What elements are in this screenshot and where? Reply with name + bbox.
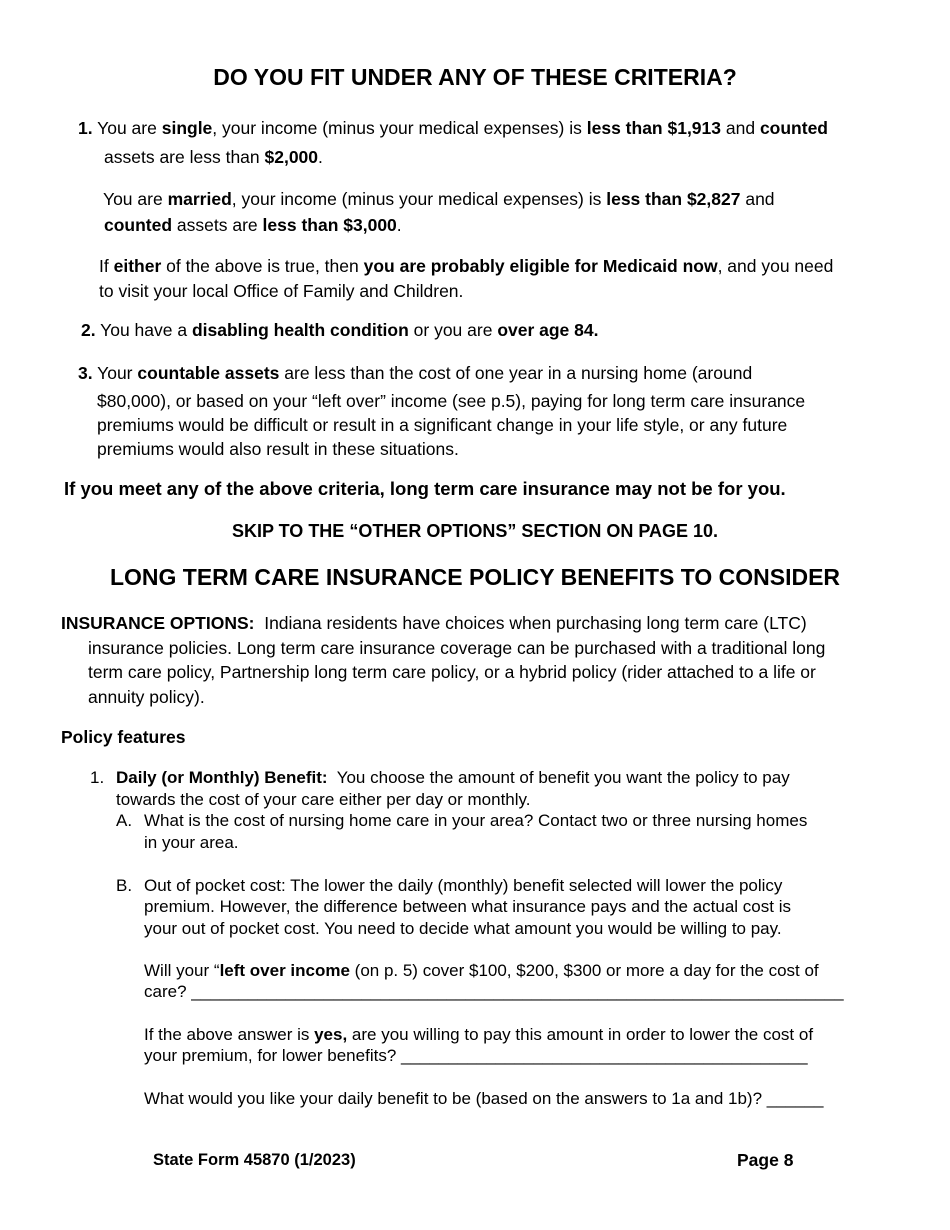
question-left-over-income-line1 bbox=[144, 960, 819, 982]
feature-1-number: 1. bbox=[90, 768, 105, 787]
text-bold: over age 84. bbox=[497, 320, 599, 340]
benefits-heading: LONG TERM CARE INSURANCE POLICY BENEFITS TO CONSIDER bbox=[109, 564, 841, 590]
text-bold: yes, bbox=[314, 1025, 348, 1044]
insurance-options-line3: term care policy, Partnership long term care policy, or a hybrid policy (rider attached to a life or bbox=[88, 662, 816, 682]
item-number: 2. bbox=[81, 320, 96, 340]
text: , your income (minus your medical expenses) is bbox=[212, 118, 587, 138]
criteria-item-3-line3: premiums would be difficult or result in a significant change in your life style, or any future bbox=[97, 415, 788, 435]
text-bold: single bbox=[161, 118, 213, 138]
text: You choose the amount of benefit you want the policy to pay bbox=[327, 768, 790, 787]
text: (on p. 5) cover $100, $200, $300 or more a day for the cost of bbox=[349, 961, 819, 980]
sub-b-line2: premium. However, the difference between what insurance pays and the actual cost is bbox=[144, 897, 791, 916]
text: . bbox=[318, 147, 323, 167]
insurance-options-line1 bbox=[61, 611, 807, 636]
sub-a-letter: A. bbox=[116, 811, 133, 830]
sub-b-line3: your out of pocket cost. You need to decide what amount you would be willing to pay. bbox=[144, 919, 782, 938]
insurance-options-line4: annuity policy). bbox=[88, 687, 205, 707]
text-bold: disabling health condition bbox=[191, 320, 409, 340]
criteria-either-line1 bbox=[99, 254, 833, 279]
meet-criteria-statement: If you meet any of the above criteria, long term care insurance may not be for you. bbox=[64, 478, 786, 499]
policy-features-heading: Policy features bbox=[61, 727, 186, 747]
criteria-heading: DO YOU FIT UNDER ANY OF THESE CRITERIA? bbox=[213, 64, 737, 90]
text: assets are bbox=[172, 215, 263, 235]
item-number: 3. bbox=[78, 363, 93, 383]
text: You are bbox=[103, 189, 168, 209]
question-willing-to-pay-line1 bbox=[144, 1024, 813, 1046]
text-bold: countable assets bbox=[137, 363, 280, 383]
text-bold: you are probably eligible for Medicaid now bbox=[363, 256, 718, 276]
text-bold: either bbox=[113, 256, 162, 276]
insurance-options-line2: insurance policies. Long term care insurance coverage can be purchased with a traditional long bbox=[88, 638, 826, 658]
insurance-options-label: INSURANCE OPTIONS: bbox=[61, 613, 255, 633]
text-bold: counted bbox=[104, 215, 173, 235]
criteria-item-1-line2 bbox=[104, 145, 323, 170]
text: Will your “ bbox=[144, 961, 220, 980]
question-willing-to-pay-answer-line[interactable]: your premium, for lower benefits? ___________________________________________ bbox=[144, 1046, 808, 1065]
feature-1-label: Daily (or Monthly) Benefit: bbox=[116, 768, 328, 787]
feature-1-line2: towards the cost of your care either per day or monthly. bbox=[116, 790, 531, 809]
sub-b-line1: Out of pocket cost: The lower the daily (monthly) benefit selected will lower the policy bbox=[144, 876, 783, 895]
criteria-either-line2: to visit your local Office of Family and Children. bbox=[99, 281, 464, 301]
criteria-married-line1 bbox=[103, 187, 775, 212]
feature-1-line1 bbox=[116, 767, 790, 789]
text: of the above is true, then bbox=[161, 256, 364, 276]
text: If the above answer is bbox=[144, 1025, 315, 1044]
sub-b-letter: B. bbox=[116, 876, 133, 895]
sub-a-line1: What is the cost of nursing home care in your area? Contact two or three nursing homes bbox=[144, 811, 808, 830]
skip-to-instruction: SKIP TO THE “OTHER OPTIONS” SECTION ON PAGE 10. bbox=[231, 521, 719, 541]
text-bold: counted bbox=[759, 118, 828, 138]
text: If bbox=[99, 256, 114, 276]
form-number: State Form 45870 (1/2023) bbox=[153, 1151, 356, 1169]
text: or you are bbox=[408, 320, 498, 340]
item-number: 1. bbox=[78, 118, 93, 138]
text-bold: left over income bbox=[219, 961, 350, 980]
text: . bbox=[396, 215, 402, 235]
page-number: Page 8 bbox=[737, 1150, 794, 1170]
question-left-over-income-answer-line[interactable]: care? _____________________________________________________________________ bbox=[144, 982, 844, 1001]
text: You are bbox=[92, 118, 162, 138]
text: are less than the cost of one year in a nursing home (around bbox=[279, 363, 753, 383]
text: are you willing to pay this amount in order to lower the cost of bbox=[347, 1025, 814, 1044]
text: , your income (minus your medical expenses) is bbox=[231, 189, 607, 209]
text-bold: less than $1,913 bbox=[586, 118, 721, 138]
criteria-item-2 bbox=[81, 318, 598, 343]
criteria-item-3-line2: $80,000), or based on your “left over” income (see p.5), paying for long term care insurance bbox=[97, 391, 806, 411]
text: and bbox=[740, 189, 775, 209]
criteria-item-3-line1 bbox=[78, 361, 752, 386]
criteria-item-1-line1 bbox=[78, 116, 828, 141]
text-bold: less than $3,000 bbox=[262, 215, 397, 235]
text-bold: $2,000 bbox=[264, 147, 319, 167]
text: assets are less than bbox=[104, 147, 265, 167]
criteria-married-line2 bbox=[104, 213, 402, 238]
text: Your bbox=[92, 363, 138, 383]
text: , and you need bbox=[717, 256, 834, 276]
question-daily-benefit[interactable]: What would you like your daily benefit to be (based on the answers to 1a and 1b)? ______ bbox=[144, 1089, 824, 1108]
text-bold: less than $2,827 bbox=[606, 189, 741, 209]
text: Indiana residents have choices when purchasing long term care (LTC) bbox=[254, 613, 807, 633]
text: You have a bbox=[95, 320, 192, 340]
text-bold: married bbox=[167, 189, 232, 209]
sub-a-line2: in your area. bbox=[144, 833, 239, 852]
text: and bbox=[721, 118, 760, 138]
criteria-item-3-line4: premiums would also result in these situations. bbox=[97, 439, 459, 459]
